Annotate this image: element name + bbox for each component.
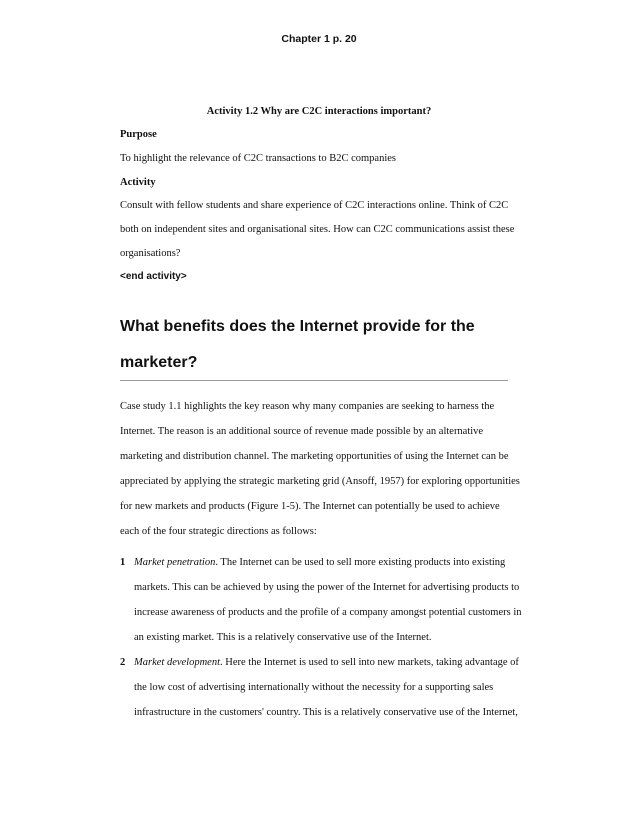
body-line: each of the four strategic directions as follows: <box>120 526 317 537</box>
activity-line: Consult with fellow students and share experience of C2C interactions online. Think of C2C <box>120 200 509 211</box>
end-activity-marker: <end activity> <box>120 271 187 282</box>
list-first-rest: . Here the Internet is used to sell into new markets, taking advantage of <box>220 657 519 668</box>
activity-line: both on independent sites and organisational sites. How can C2C communications assist these <box>120 224 515 235</box>
section-heading-line: marketer? <box>120 354 198 371</box>
list-term: Market development <box>134 657 221 668</box>
body-line: for new markets and products (Figure 1-5). The Internet can potentially be used to achieve <box>120 501 500 512</box>
list-line: an existing market. This is a relatively conservative use of the Internet. <box>134 632 432 643</box>
list-first-rest: . The Internet can be used to sell more existing products into existing <box>215 557 506 568</box>
list-term: Market penetration <box>134 557 216 568</box>
section-heading-line: What benefits does the Internet provide for the <box>120 318 475 335</box>
list-line: infrastructure in the customers' country. This is a relatively conservative use of the Internet, <box>134 707 518 718</box>
activity-line: organisations? <box>120 248 181 259</box>
list-line: increase awareness of products and the profile of a company amongst potential customers in <box>134 607 522 618</box>
purpose-text: To highlight the relevance of C2C transactions to B2C companies <box>120 153 396 164</box>
activity-title: Activity 1.2 Why are C2C interactions important? <box>206 106 432 117</box>
list-number: 2 <box>120 657 126 668</box>
purpose-label: Purpose <box>120 129 157 140</box>
list-line: markets. This can be achieved by using the power of the Internet for advertising products to <box>134 582 520 593</box>
list-item-first-line <box>134 557 505 568</box>
body-line: appreciated by applying the strategic marketing grid (Ansoff, 1957) for exploring opportunities <box>120 476 520 487</box>
body-line: Internet. The reason is an additional source of revenue made possible by an alternative <box>120 426 484 437</box>
list-line: the low cost of advertising internationally without the necessity for a supporting sales <box>134 682 494 693</box>
page-header: Chapter 1 p. 20 <box>281 33 357 45</box>
body-line: marketing and distribution channel. The marketing opportunities of using the Internet can be <box>120 451 509 462</box>
activity-label: Activity <box>120 177 156 188</box>
section-divider <box>120 380 508 381</box>
list-number: 1 <box>120 557 126 568</box>
list-item-first-line <box>134 657 519 668</box>
body-line: Case study 1.1 highlights the key reason why many companies are seeking to harness the <box>120 401 495 412</box>
